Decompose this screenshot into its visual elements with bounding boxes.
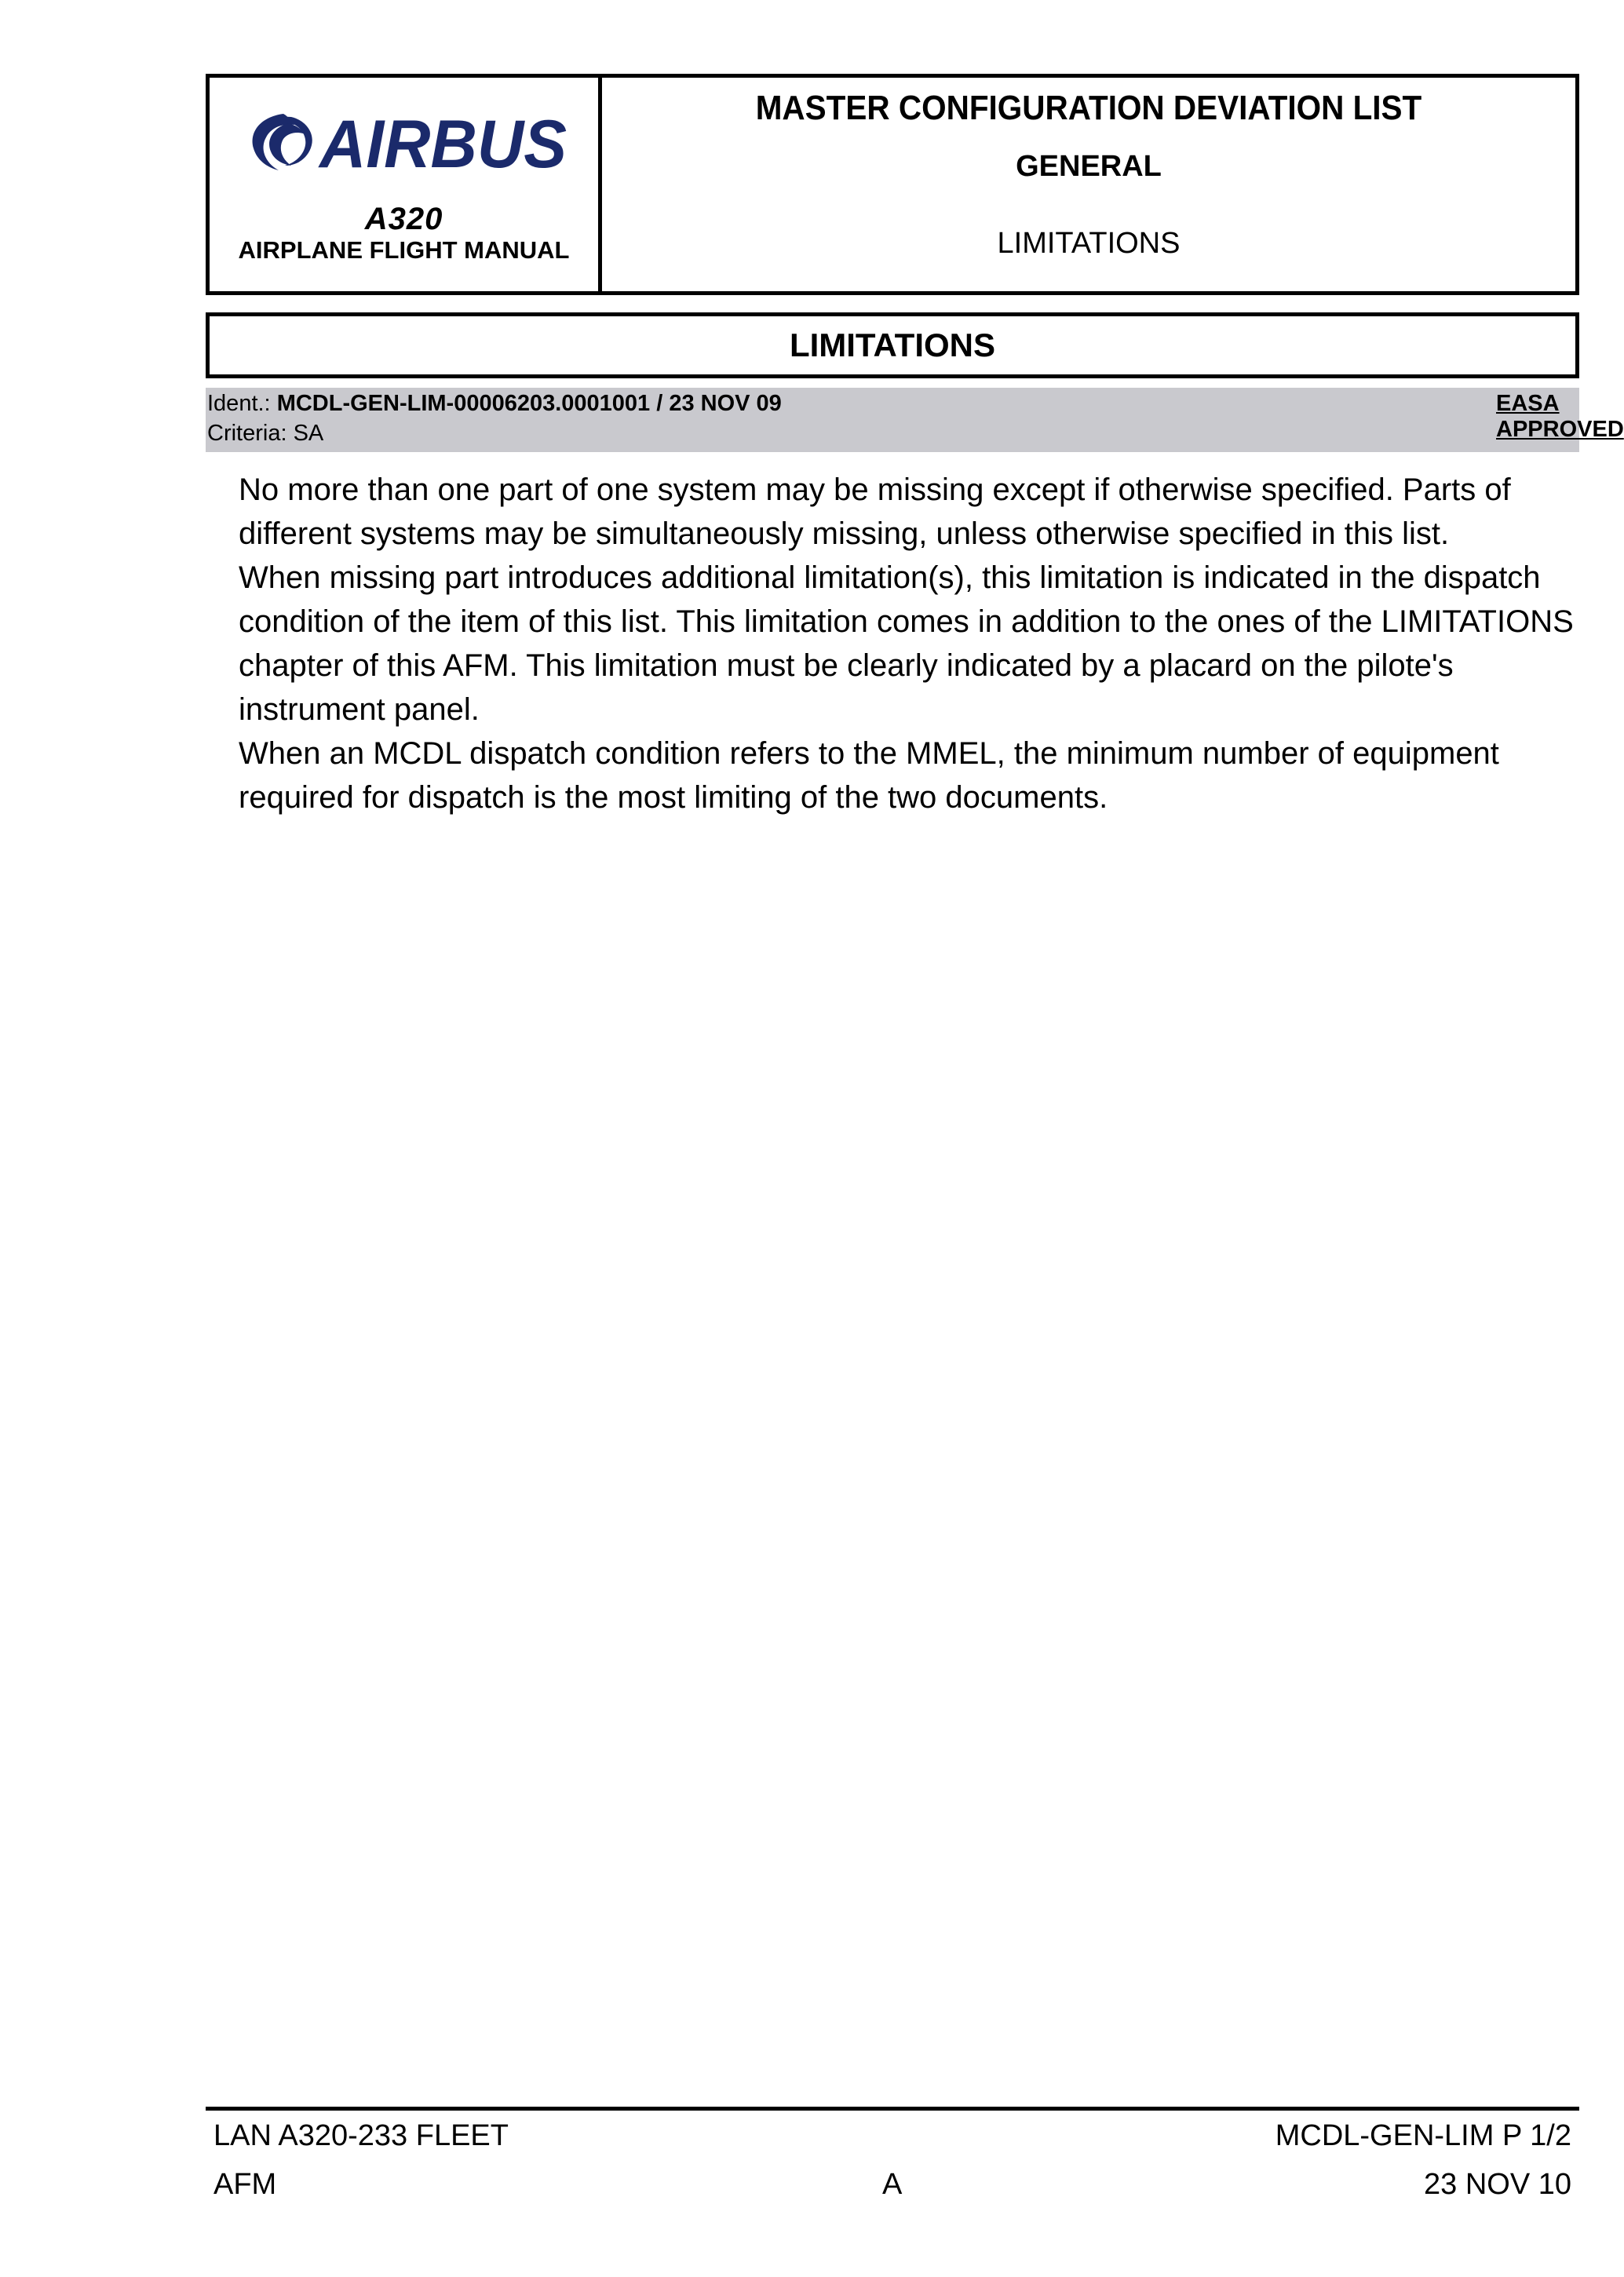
footer-page: MCDL-GEN-LIM P 1/2 — [1275, 2119, 1571, 2152]
body-paragraph: When an MCDL dispatch condition refers to the MMEL, the minimum number of equipment required for dispatch is the most limiting of the two documents. — [239, 736, 1499, 815]
document-section: LIMITATIONS — [997, 227, 1181, 260]
document-header — [206, 74, 1579, 295]
criteria: Criteria: SA — [207, 421, 324, 446]
ident-bar — [206, 388, 1624, 452]
footer-revision: A — [882, 2168, 903, 2201]
aircraft-model: A320 — [364, 202, 443, 236]
header-title-cell — [602, 78, 1575, 291]
airbus-logo — [243, 100, 572, 186]
section-title: LIMITATIONS — [206, 312, 1579, 378]
footer-date: 23 NOV 10 — [1424, 2168, 1571, 2201]
footer-fleet: LAN A320-233 FLEET — [213, 2119, 509, 2152]
footer-doc: AFM — [213, 2168, 277, 2201]
body-paragraph: No more than one part of one system may be missing except if otherwise specified. Parts of different systems may be simultaneously missing, unless otherwise specified in this list. — [239, 473, 1511, 551]
ident-value: MCDL-GEN-LIM-00006203.0001001 / 23 NOV 09 — [276, 391, 782, 416]
footer-divider — [206, 2107, 1579, 2111]
manual-name: AIRPLANE FLIGHT MANUAL — [238, 236, 570, 264]
ident-line — [207, 391, 782, 417]
approval-status: EASA APPROVED — [1496, 391, 1624, 442]
body-paragraph: When missing part introduces additional limitation(s), this limitation is indicated in the dispatch condition of the item of this list. This limitation comes in addition to the ones of the LIMITATIONS chapter of this AFM. This limitation must be clearly indicated by a placard on the pilote's instrument panel. — [239, 560, 1574, 727]
body-text — [239, 468, 1579, 819]
document-title: MASTER CONFIGURATION DEVIATION LIST — [755, 89, 1422, 127]
ident-label: Ident.: — [207, 391, 271, 416]
logo-wordmark: AIRBUS — [318, 107, 567, 182]
document-subtitle: GENERAL — [1016, 150, 1162, 183]
header-logo-cell — [210, 78, 602, 291]
